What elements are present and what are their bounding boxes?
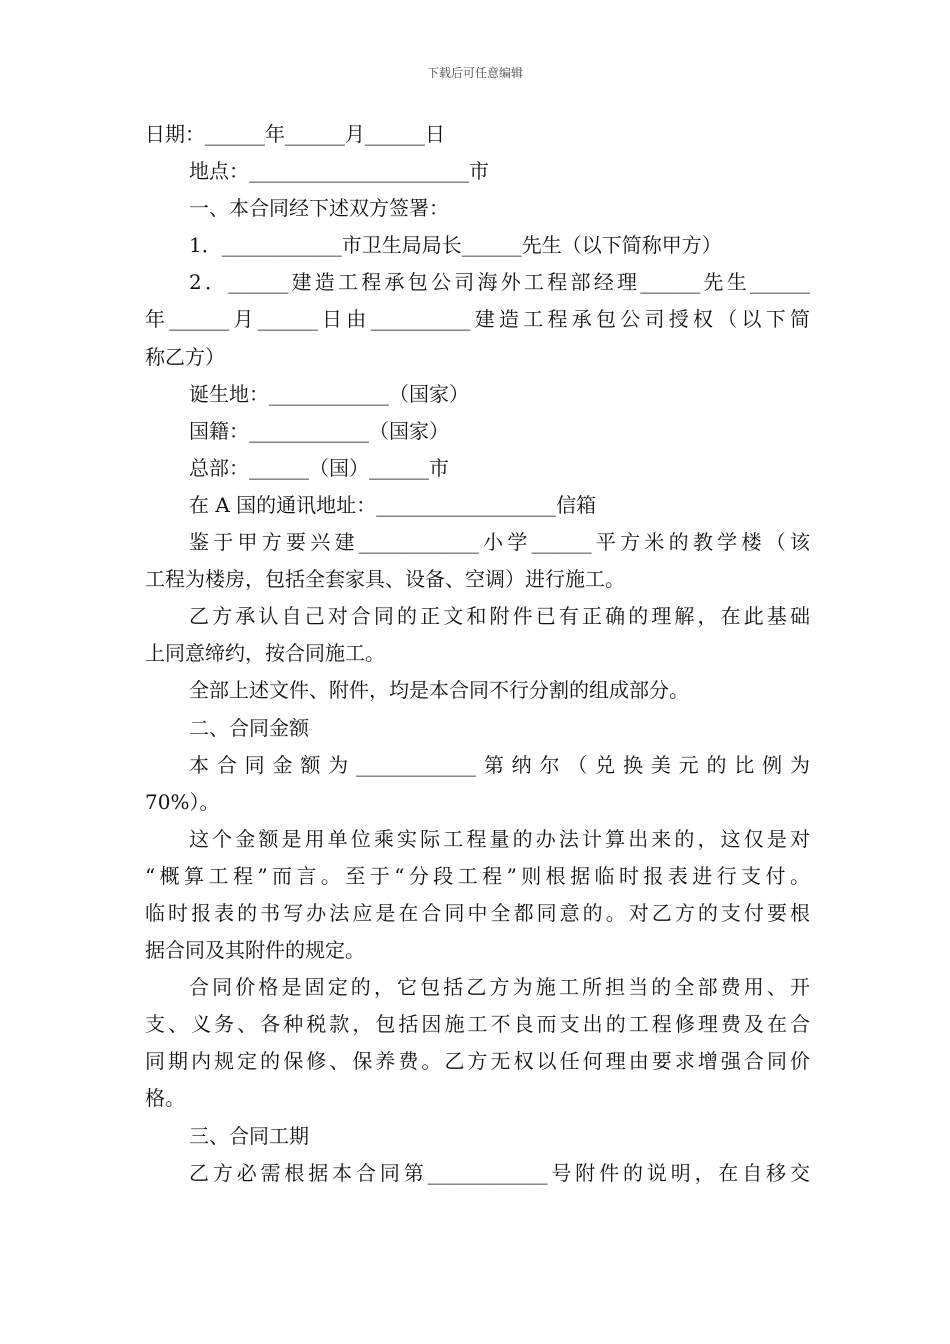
text-line: 据合同及其附件的规定。	[145, 938, 365, 963]
text-line: 上同意缔约，按合同施工。	[145, 641, 385, 666]
text-line: 总部：______（国）______市	[189, 455, 449, 480]
text-line: 地点：______________________市	[189, 159, 489, 184]
text-line: 二、合同金额	[189, 715, 309, 740]
text-line: 鉴于甲方要兴建____________小学______平方米的教学楼（该	[189, 530, 810, 555]
text-line: 2．______建造工程承包公司海外工程部经理______先生______	[189, 270, 810, 295]
page-header: 下载后可任意编辑	[426, 66, 523, 80]
text-line: 三、合同工期	[189, 1123, 309, 1148]
text-line: 临时报表的书写办法应是在合同中全都同意的。对乙方的支付要根	[145, 900, 810, 925]
text-line: 年______月______日由__________建造工程承包公司授权（以下简	[145, 307, 810, 332]
text-line: 诞生地：____________（国家）	[189, 381, 469, 406]
text-line: 国籍：____________（国家）	[189, 418, 449, 443]
text-line: 70%）。	[145, 789, 220, 814]
text-line: 全部上述文件、附件，均是本合同不行分割的组成部分。	[189, 678, 689, 703]
text-line: 工程为楼房，包括全套家具、设备、空调）进行施工。	[145, 567, 625, 592]
text-line: 同期内规定的保修、保养费。乙方无权以任何理由要求增强合同价	[145, 1049, 810, 1074]
text-line: 日期：______年______月______日	[145, 122, 445, 146]
text-line: 1．____________市卫生局局长______先生（以下简称甲方）	[189, 233, 722, 258]
text-line: 合同价格是固定的，它包括乙方为施工所担当的全部费用、开	[189, 975, 810, 1000]
text-line: 这个金额是用单位乘实际工程量的办法计算出来的，这仅是对	[189, 826, 810, 851]
text-line: 乙方必需根据本合同第____________号附件的说明，在自移交	[189, 1160, 810, 1185]
text-line: “概算工程”而言。至于“分段工程”则根据临时报表进行支付。	[145, 863, 810, 888]
text-line: 本合同金额为____________第纳尔（兑换美元的比例为	[189, 752, 810, 777]
text-line: 一、本合同经下述双方签署：	[189, 196, 449, 221]
text-line: 乙方承认自己对合同的正文和附件已有正确的理解，在此基础	[189, 604, 810, 629]
text-line: 支、义务、各种税款，包括因施工不良而支出的工程修理费及在合	[145, 1012, 810, 1037]
text-line: 格。	[145, 1086, 185, 1111]
text-line: 称乙方）	[145, 344, 225, 369]
text-line: 在 A 国的通讯地址：__________________信箱	[189, 492, 597, 517]
document-body	[145, 116, 810, 1192]
